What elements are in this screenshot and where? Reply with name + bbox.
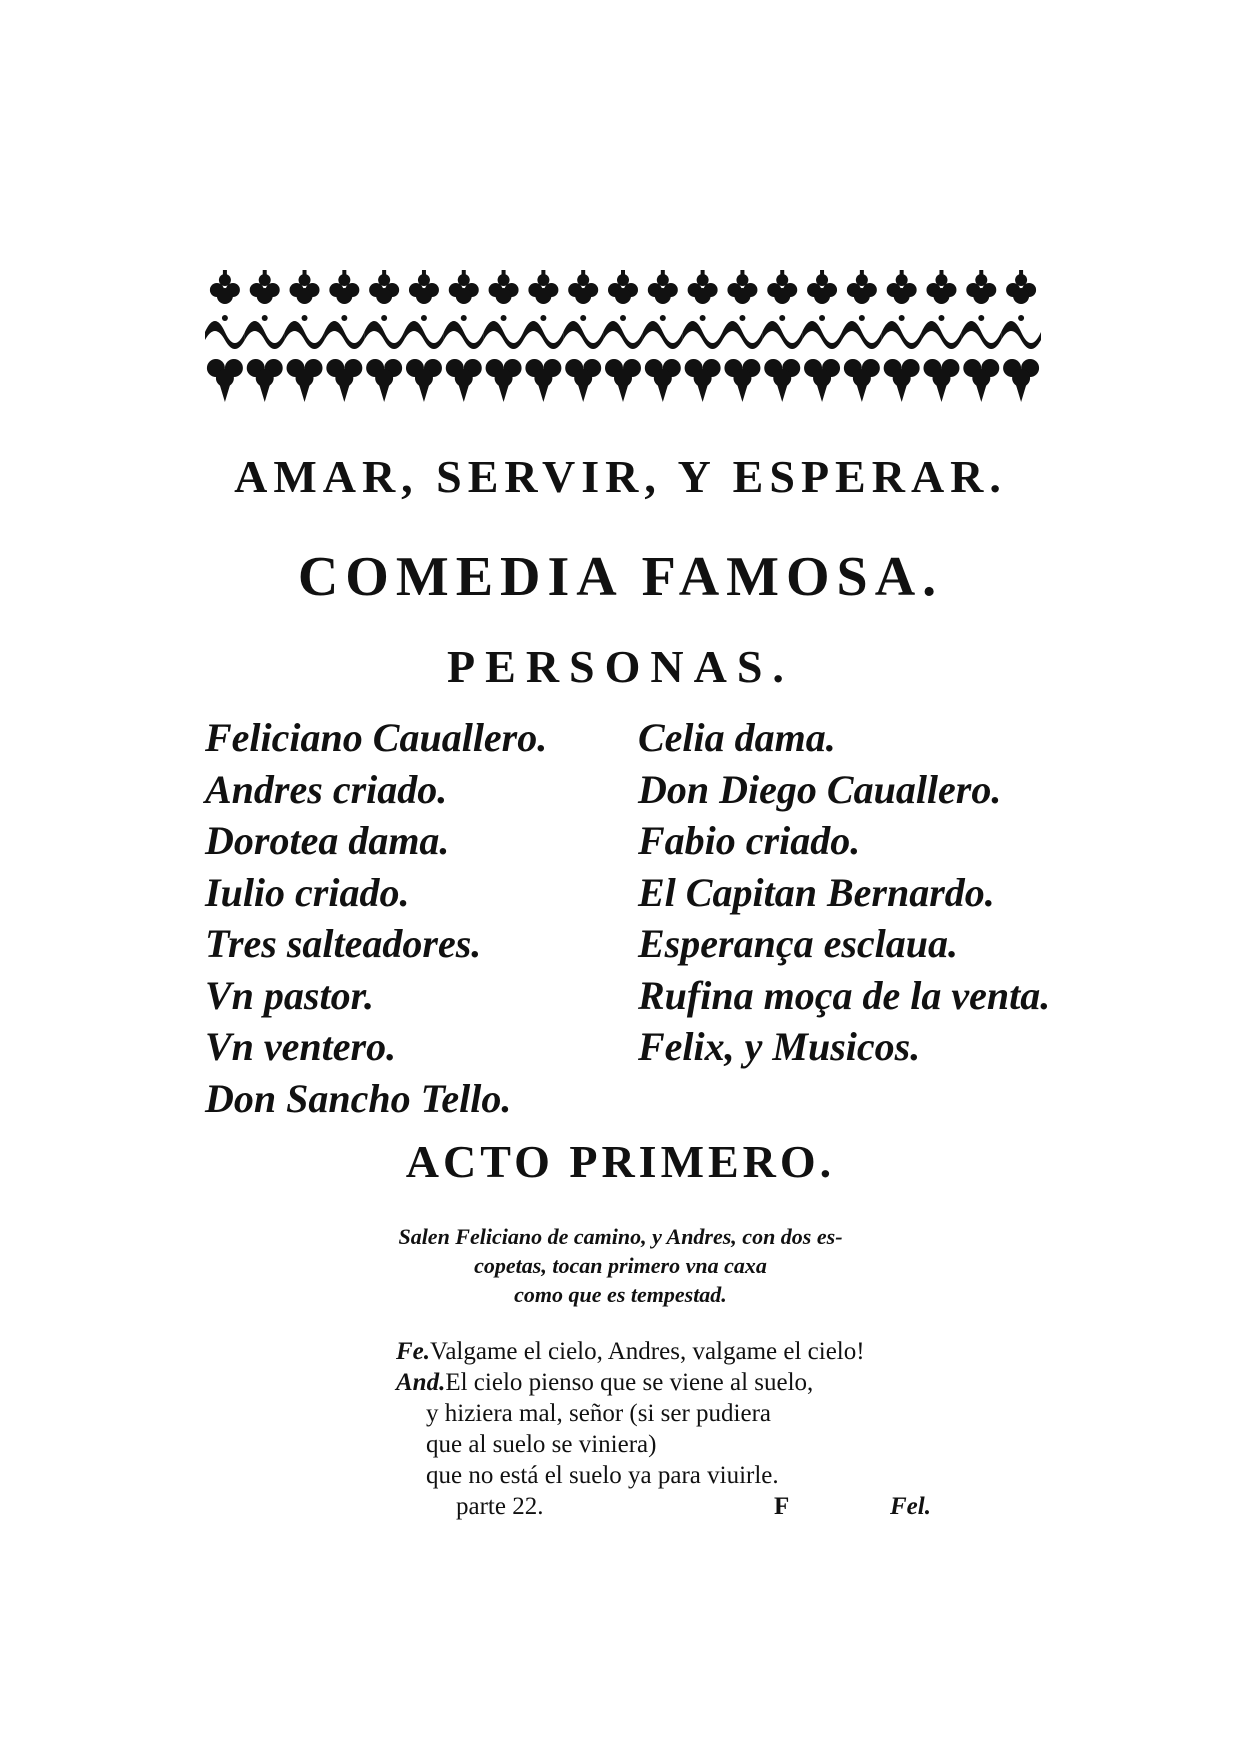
verse-line: [396, 1367, 996, 1398]
cast-item: Dorotea dama.: [205, 818, 450, 863]
cast-heading: PERSONAS.: [447, 641, 794, 692]
stage-direction-line: copetas, tocan primero vna caxa: [474, 1253, 767, 1278]
cast-item: Celia dama.: [638, 715, 836, 760]
page-footer: [0, 1493, 1241, 1527]
verse-text: y hiziera mal, señor (si ser pudiera: [426, 1400, 772, 1427]
verse-text: Valgame el cielo, Andres, valgame el cielo!: [430, 1338, 865, 1365]
stage-direction-line: Salen Feliciano de camino, y Andres, con dos es-: [398, 1224, 843, 1249]
verse-text: que al suelo se viniera): [426, 1431, 657, 1458]
speaker-label: And.: [396, 1369, 446, 1396]
play-title: AMAR, SERVIR, Y ESPERAR.: [234, 451, 1007, 502]
cast-item: Don Sancho Tello.: [205, 1075, 512, 1121]
stage-direction: [0, 1222, 1241, 1309]
stage-direction-line: como que es tempestad.: [514, 1282, 727, 1307]
cast-item: Vn pastor.: [205, 972, 374, 1018]
act-heading: ACTO PRIMERO.: [405, 1136, 836, 1187]
cast-item: Vn ventero.: [205, 1024, 397, 1069]
cast-item: Iulio criado.: [205, 869, 410, 915]
cast-item: El Capitan Bernardo.: [638, 869, 995, 915]
verse-line: [396, 1336, 996, 1367]
cast-item: Feliciano Cauallero.: [205, 715, 548, 760]
cast-item: Rufina moça de la venta.: [638, 972, 1051, 1018]
cast-item: Andres criado.: [205, 766, 448, 812]
verse-block: [396, 1336, 996, 1491]
decorative-ornament-band: [205, 270, 1041, 410]
cast-item: Tres salteadores.: [205, 921, 482, 966]
verse-line: [396, 1398, 996, 1429]
cast-item: Esperança esclaua.: [638, 921, 958, 966]
genre-heading: COMEDIA FAMOSA.: [297, 546, 944, 608]
catchword: Fel.: [890, 1493, 931, 1520]
cast-list-right: [638, 712, 1050, 1073]
verse-text: que no está el suelo ya para viuirle.: [426, 1462, 779, 1489]
verse-line: [396, 1460, 996, 1491]
cast-list-left: [205, 712, 547, 1124]
speaker-label: Fe.: [396, 1338, 431, 1365]
signature-text: parte 22.: [456, 1493, 544, 1520]
verse-line: [396, 1429, 996, 1460]
verse-text: El cielo pienso que se viene al suelo,: [445, 1369, 814, 1396]
signature-letter: F: [774, 1493, 790, 1520]
cast-item: Don Diego Cauallero.: [638, 766, 1002, 812]
cast-item: Felix, y Musicos.: [638, 1024, 921, 1069]
cast-item: Fabio criado.: [638, 818, 861, 863]
